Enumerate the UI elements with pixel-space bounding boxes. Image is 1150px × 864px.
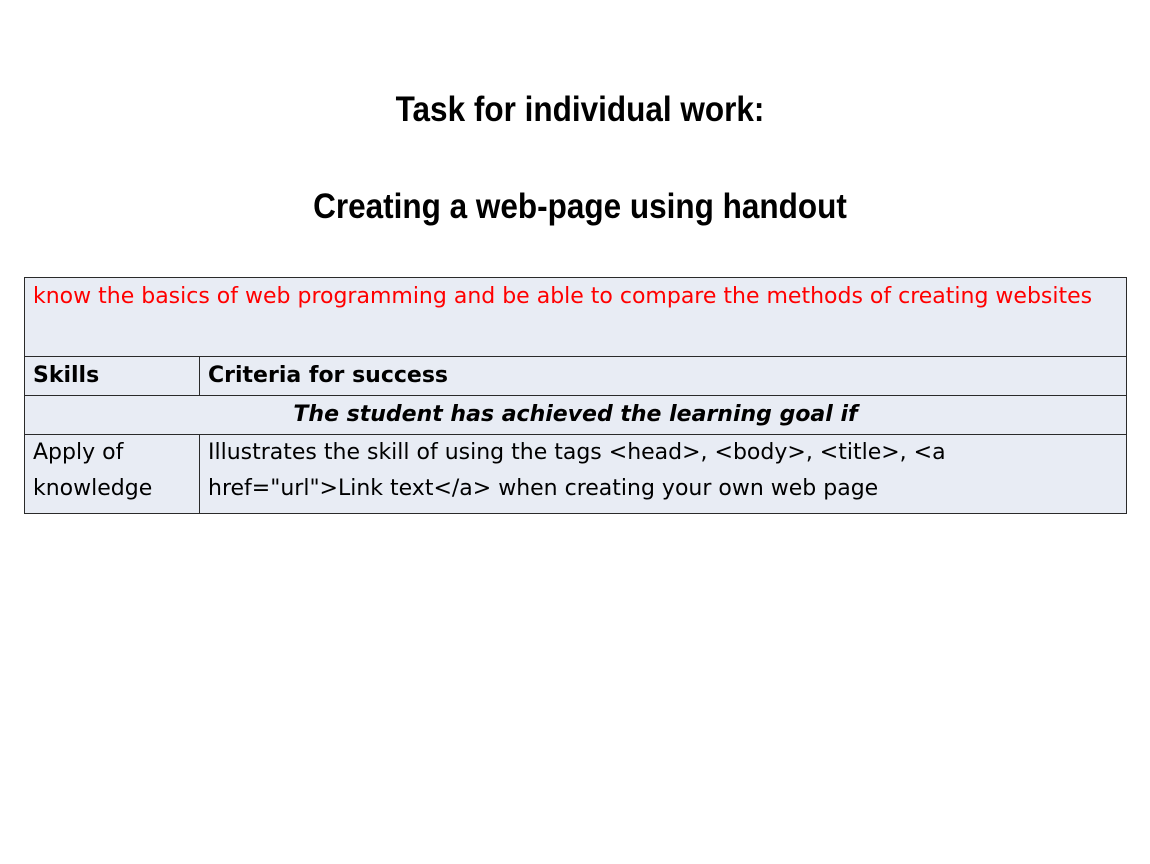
table-header-row [25, 357, 1127, 396]
criterion-cell: Illustrates the skill of using the tags <head>, <body>, <title>, <a href="url">Link text</a> when creating your own web page [200, 435, 1127, 514]
criteria-header: Criteria for success [200, 357, 1127, 396]
learning-goal-row [25, 278, 1127, 357]
task-title: Task for individual work: [395, 90, 765, 129]
achievement-subheader: The student has achieved the learning goal if [25, 396, 1127, 435]
skill-cell: Apply of knowledge [25, 435, 200, 514]
task-subtitle: Creating a web-page using handout [313, 187, 847, 226]
skills-header: Skills [25, 357, 200, 396]
table-row [25, 435, 1127, 514]
learning-goal-table [24, 277, 1127, 514]
learning-goal-text: know the basics of web programming and be able to compare the methods of creating websites [25, 278, 1127, 357]
achievement-subheader-row [25, 396, 1127, 435]
